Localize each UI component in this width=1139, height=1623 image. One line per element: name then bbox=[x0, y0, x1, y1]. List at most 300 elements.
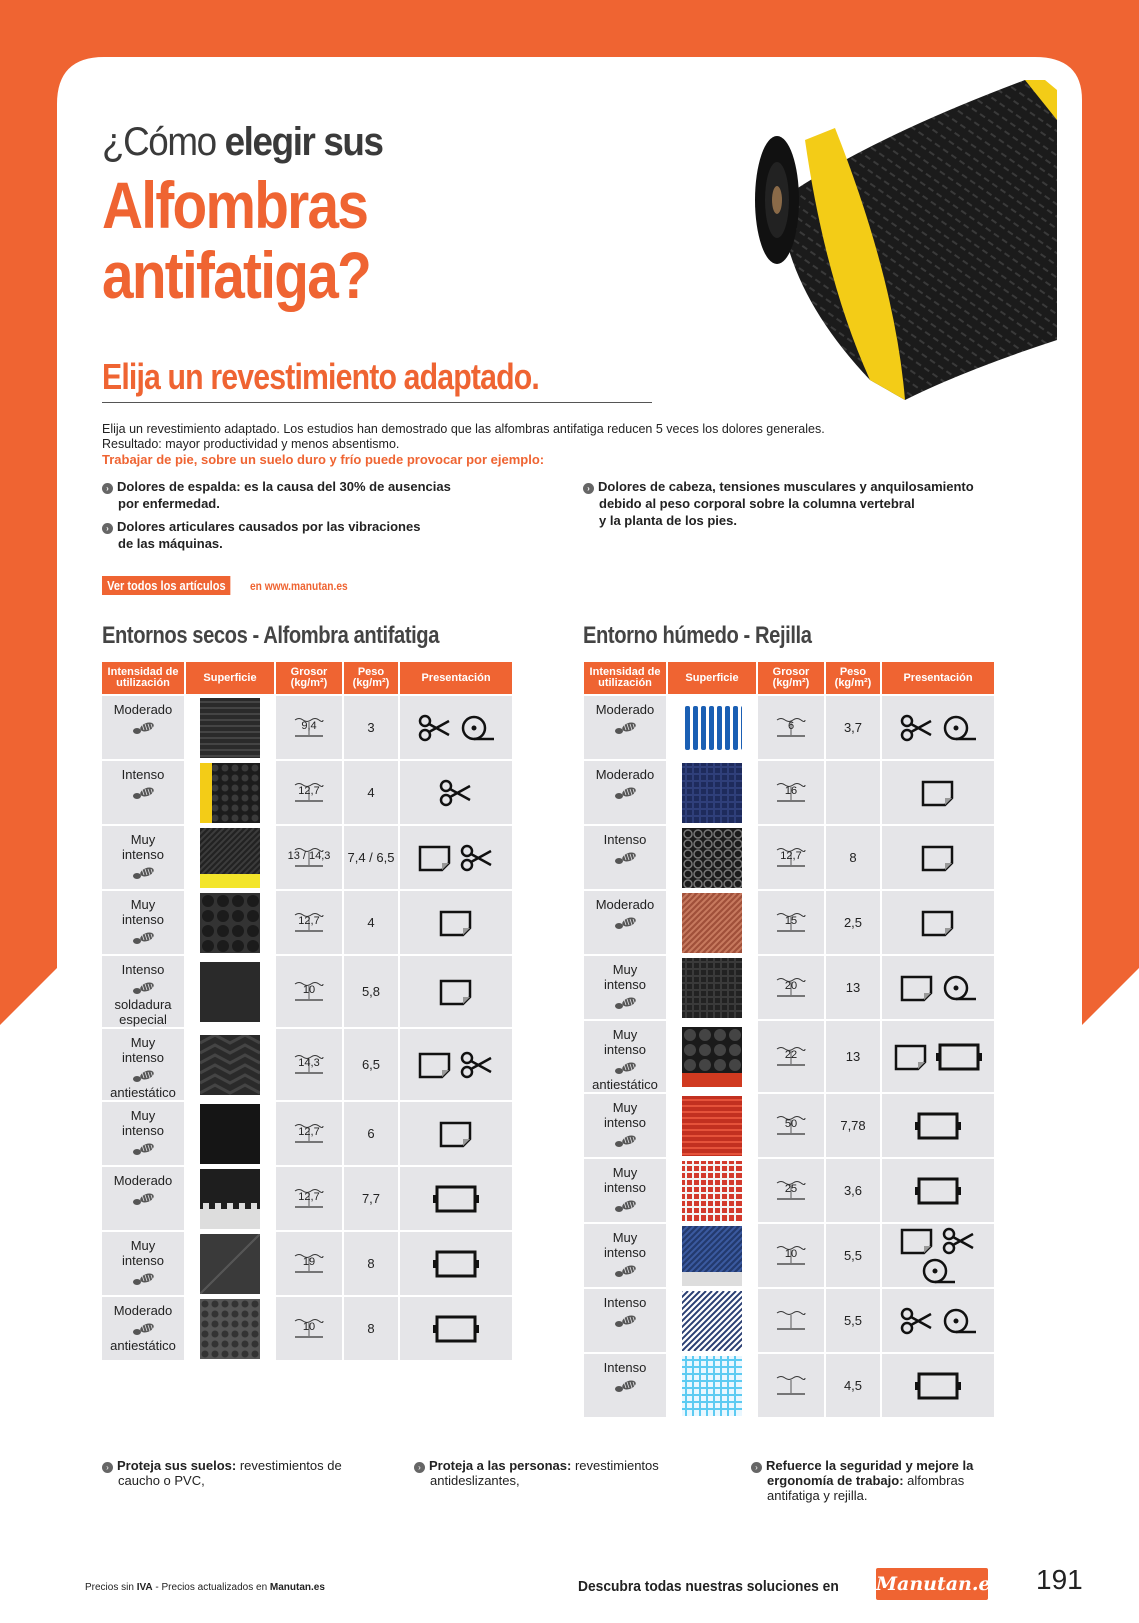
table-row bbox=[102, 696, 512, 759]
surface-swatch-navyslat bbox=[682, 1226, 742, 1286]
intensity-cell bbox=[584, 1021, 666, 1092]
surface-cell bbox=[668, 956, 756, 1019]
page-number: 191 bbox=[1036, 1564, 1083, 1595]
presentation-cell bbox=[882, 1021, 994, 1092]
col-surface: Superficie bbox=[186, 662, 274, 694]
weight-value: 7,78 bbox=[840, 1118, 866, 1133]
thickness-cell bbox=[276, 1167, 342, 1230]
subtitle-divider bbox=[102, 402, 652, 403]
thickness-value: 10 bbox=[302, 983, 316, 996]
tile-icon bbox=[432, 1314, 480, 1344]
thickness-cell bbox=[758, 1354, 824, 1417]
footprint-icon bbox=[130, 1142, 156, 1156]
weight-cell bbox=[826, 891, 880, 954]
sheet-icon bbox=[417, 843, 453, 873]
intro-text: Elija un revestimiento adaptado. Los estudios han demostrado que las alfombras antifatiga reducen 5 veces los dolores generales. Resultado: mayor productividad y menos absentismo. Trabajar de pie, sobre un suelo duro y frío puede provocar por ejemplo: bbox=[102, 422, 1042, 467]
surface-cell bbox=[186, 1232, 274, 1295]
intensity-label: Muy intenso bbox=[122, 832, 164, 862]
weight-cell bbox=[344, 1102, 398, 1165]
surface-cell bbox=[668, 761, 756, 824]
sheet-icon bbox=[438, 977, 474, 1007]
intensity-label: Muy intenso bbox=[604, 1100, 646, 1130]
weight-value: 4 bbox=[367, 915, 375, 930]
footprint-icon bbox=[130, 1192, 156, 1206]
thickness-cell bbox=[276, 1297, 342, 1360]
footprint-icon bbox=[612, 721, 638, 735]
sheet-icon bbox=[920, 908, 956, 938]
intensity-cell bbox=[584, 891, 666, 954]
thickness-cell bbox=[276, 696, 342, 759]
intensity-label: Muy intenso bbox=[122, 1108, 164, 1138]
intensity-cell bbox=[102, 1297, 184, 1360]
table-row bbox=[102, 1232, 512, 1295]
table-row bbox=[102, 891, 512, 954]
col-weight: Peso (kg/m²) bbox=[826, 662, 880, 694]
surface-swatch-holes bbox=[200, 893, 260, 953]
intensity-cell bbox=[102, 696, 184, 759]
intensity-label: Moderado bbox=[595, 702, 655, 717]
weight-cell bbox=[344, 761, 398, 824]
weight-value: 8 bbox=[849, 850, 857, 865]
thickness-value: 10 bbox=[302, 1320, 316, 1333]
surface-cell bbox=[668, 1021, 756, 1092]
sheet-icon bbox=[438, 908, 474, 938]
weight-value: 7,4 / 6,5 bbox=[347, 850, 395, 865]
thickness-value: 20 bbox=[784, 979, 798, 992]
presentation-cell bbox=[400, 1167, 512, 1230]
presentation-cell bbox=[882, 761, 994, 824]
scissors-icon bbox=[459, 1050, 495, 1080]
thickness-icon bbox=[774, 1310, 808, 1332]
surface-cell bbox=[668, 1354, 756, 1417]
presentation-cell bbox=[882, 1354, 994, 1417]
scissors-icon bbox=[459, 843, 495, 873]
intensity-label: Muy intenso bbox=[122, 1035, 164, 1065]
surface-swatch-rings bbox=[682, 828, 742, 888]
surface-swatch-brownslat bbox=[682, 893, 742, 953]
intensity-note: antiestático bbox=[110, 1085, 176, 1100]
thickness-cell bbox=[276, 956, 342, 1027]
weight-cell bbox=[344, 1232, 398, 1295]
surface-cell bbox=[186, 1029, 274, 1100]
footprint-icon bbox=[612, 1314, 638, 1328]
col-intensity: Intensidad de utilización bbox=[102, 662, 184, 694]
surface-cell bbox=[668, 891, 756, 954]
thickness-value: 12,7 bbox=[298, 1125, 320, 1138]
weight-cell bbox=[826, 1021, 880, 1092]
page-title-line1: ¿Cómo elegir sus bbox=[102, 120, 383, 164]
thickness-cell bbox=[276, 826, 342, 889]
thickness-cell bbox=[758, 956, 824, 1019]
intensity-label: Moderado bbox=[113, 1173, 173, 1188]
surface-cell bbox=[668, 826, 756, 889]
surface-cell bbox=[186, 826, 274, 889]
footer-point-floors: › Proteja sus suelos: revestimientos de caucho o PVC, bbox=[102, 1458, 342, 1488]
surface-swatch-chevron bbox=[200, 1035, 260, 1095]
website-link[interactable]: en www.manutan.es bbox=[250, 579, 348, 593]
table-header-row bbox=[102, 662, 512, 694]
table-row bbox=[584, 696, 994, 759]
intensity-cell bbox=[584, 1354, 666, 1417]
intensity-label: Muy intenso bbox=[604, 1027, 646, 1057]
sheet-icon bbox=[920, 778, 956, 808]
thickness-value: 19 bbox=[302, 1255, 316, 1268]
thickness-value: 22 bbox=[784, 1048, 798, 1061]
surface-swatch-darkmesh bbox=[682, 958, 742, 1018]
thickness-cell bbox=[758, 1094, 824, 1157]
weight-cell bbox=[344, 1297, 398, 1360]
thickness-cell bbox=[276, 761, 342, 824]
footprint-icon bbox=[612, 1134, 638, 1148]
arrow-icon: › bbox=[102, 523, 113, 534]
thickness-value: 12,7 bbox=[298, 914, 320, 927]
surface-cell bbox=[186, 761, 274, 824]
arrow-icon: › bbox=[583, 483, 594, 494]
intensity-cell bbox=[584, 826, 666, 889]
intensity-label: Moderado bbox=[113, 702, 173, 717]
presentation-cell bbox=[400, 1029, 512, 1100]
table-row bbox=[584, 1021, 994, 1092]
intensity-cell bbox=[102, 1167, 184, 1230]
presentation-cell bbox=[882, 956, 994, 1019]
thickness-value: 12,7 bbox=[780, 849, 802, 862]
weight-cell bbox=[344, 696, 398, 759]
sheet-icon bbox=[417, 1050, 453, 1080]
table-row bbox=[584, 1289, 994, 1352]
weight-cell bbox=[826, 1159, 880, 1222]
footprint-icon bbox=[130, 981, 156, 995]
presentation-cell bbox=[882, 1094, 994, 1157]
footprint-icon bbox=[612, 851, 638, 865]
bullet-headache: › Dolores de cabeza, tensiones musculares y anquilosamiento debido al peso corporal sobre la columna vertebral y la planta de los pies. bbox=[583, 478, 974, 529]
anti-fatigue-mat-roll-image bbox=[745, 80, 1057, 400]
intensity-label: Intenso bbox=[603, 832, 647, 847]
col-thickness: Grosor (kg/m²) bbox=[758, 662, 824, 694]
surface-swatch-navywave bbox=[682, 1291, 742, 1351]
intensity-label: Muy intenso bbox=[604, 962, 646, 992]
tile-icon bbox=[935, 1042, 983, 1072]
intensity-cell bbox=[102, 1232, 184, 1295]
table-row bbox=[584, 826, 994, 889]
intensity-label: Intenso bbox=[121, 962, 165, 977]
surface-swatch-diamond bbox=[200, 828, 260, 888]
arrow-icon: › bbox=[751, 1462, 762, 1473]
footprint-icon bbox=[130, 931, 156, 945]
weight-value: 5,8 bbox=[361, 984, 381, 999]
intensity-cell bbox=[102, 1102, 184, 1165]
intensity-label: Intenso bbox=[603, 1295, 647, 1310]
tile-icon bbox=[914, 1371, 962, 1401]
intensity-label: Moderado bbox=[595, 767, 655, 782]
intensity-cell bbox=[584, 1094, 666, 1157]
col-presentation: Presentación bbox=[882, 662, 994, 694]
presentation-cell bbox=[882, 1224, 994, 1287]
surface-swatch-grit bbox=[200, 1234, 260, 1294]
table-row bbox=[584, 1224, 994, 1287]
presentation-cell bbox=[400, 1297, 512, 1360]
section-subtitle: Elija un revestimiento adaptado. bbox=[102, 356, 539, 397]
sheet-icon bbox=[438, 1119, 474, 1149]
bullet-back-pain: › Dolores de espalda: es la causa del 30% de ausencias por enfermedad. bbox=[102, 478, 451, 512]
table-row bbox=[102, 826, 512, 889]
thickness-cell bbox=[758, 1224, 824, 1287]
weight-value: 13 bbox=[845, 1049, 861, 1064]
surface-swatch-lightblue bbox=[682, 1356, 742, 1416]
footprint-icon bbox=[130, 866, 156, 880]
table-row bbox=[102, 956, 512, 1027]
footprint-icon bbox=[612, 1199, 638, 1213]
presentation-cell bbox=[400, 826, 512, 889]
discover-text: Descubra todas nuestras soluciones en bbox=[578, 1578, 839, 1595]
wet-grates-table bbox=[582, 660, 996, 1419]
weight-cell bbox=[826, 826, 880, 889]
arrow-icon: › bbox=[102, 1462, 113, 1473]
intensity-cell bbox=[102, 891, 184, 954]
surface-cell bbox=[668, 1159, 756, 1222]
thickness-cell bbox=[758, 696, 824, 759]
thickness-cell bbox=[276, 1029, 342, 1100]
weight-cell bbox=[344, 1029, 398, 1100]
thickness-cell bbox=[758, 1021, 824, 1092]
surface-swatch-puzzle bbox=[200, 1169, 260, 1229]
roll-icon bbox=[920, 1256, 956, 1286]
sheet-icon bbox=[893, 1042, 929, 1072]
roll-icon bbox=[941, 973, 977, 1003]
footprint-icon bbox=[612, 916, 638, 930]
tile-icon bbox=[432, 1184, 480, 1214]
surface-swatch-ribbed bbox=[200, 698, 260, 758]
intensity-cell bbox=[584, 956, 666, 1019]
presentation-cell bbox=[400, 956, 512, 1027]
thickness-value: 25 bbox=[784, 1182, 798, 1195]
prices-note: Precios sin IVA - Precios actualizados en Manutan.es bbox=[85, 1582, 325, 1593]
weight-cell bbox=[826, 956, 880, 1019]
see-all-articles-link[interactable]: Ver todos los artículos bbox=[102, 576, 231, 595]
footer-point-people: › Proteja a las personas: revestimientos antideslizantes, bbox=[414, 1458, 659, 1488]
tile-icon bbox=[432, 1249, 480, 1279]
intensity-cell bbox=[584, 1289, 666, 1352]
thickness-value: 50 bbox=[784, 1117, 798, 1130]
surface-swatch-redslat bbox=[682, 1096, 742, 1156]
weight-cell bbox=[344, 891, 398, 954]
intensity-label: Muy intenso bbox=[122, 897, 164, 927]
table-row bbox=[584, 891, 994, 954]
weight-value: 4 bbox=[367, 785, 375, 800]
intensity-label: Muy intenso bbox=[122, 1238, 164, 1268]
surface-cell bbox=[186, 1167, 274, 1230]
scissors-icon bbox=[899, 1306, 935, 1336]
table-row bbox=[584, 1354, 994, 1417]
intensity-label: Muy intenso bbox=[604, 1165, 646, 1195]
weight-value: 2,5 bbox=[843, 915, 863, 930]
roll-icon bbox=[941, 713, 977, 743]
table-header-row bbox=[584, 662, 994, 694]
intensity-cell bbox=[584, 1224, 666, 1287]
surface-cell bbox=[668, 1289, 756, 1352]
surface-cell bbox=[668, 696, 756, 759]
intensity-note: antiestático bbox=[110, 1338, 176, 1353]
weight-cell bbox=[826, 1094, 880, 1157]
thickness-icon bbox=[774, 1375, 808, 1397]
surface-cell bbox=[668, 1224, 756, 1287]
scissors-icon bbox=[899, 713, 935, 743]
table-row bbox=[102, 1102, 512, 1165]
dry-mats-table bbox=[100, 660, 514, 1362]
thickness-value: 6 bbox=[787, 719, 795, 732]
surface-swatch-dotsgrey bbox=[200, 1299, 260, 1359]
weight-value: 5,5 bbox=[843, 1313, 863, 1328]
table-row bbox=[102, 761, 512, 824]
footprint-icon bbox=[612, 1061, 638, 1075]
thickness-value: 14,3 bbox=[298, 1056, 320, 1069]
surface-swatch-bluegrid bbox=[682, 698, 742, 758]
roll-icon bbox=[941, 1306, 977, 1336]
intensity-note: antiestático bbox=[592, 1077, 658, 1092]
footprint-icon bbox=[130, 786, 156, 800]
surface-cell bbox=[186, 891, 274, 954]
col-weight: Peso (kg/m²) bbox=[344, 662, 398, 694]
presentation-cell bbox=[400, 1102, 512, 1165]
weight-cell bbox=[344, 826, 398, 889]
footer-point-safety: › Refuerce la seguridad y mejore la ergonomía de trabajo: alfombras antifatiga y rejilla. bbox=[751, 1458, 973, 1503]
col-thickness: Grosor (kg/m²) bbox=[276, 662, 342, 694]
weight-cell bbox=[344, 956, 398, 1027]
thickness-cell bbox=[758, 1159, 824, 1222]
intensity-label: Intenso bbox=[121, 767, 165, 782]
tile-icon bbox=[914, 1111, 962, 1141]
footprint-icon bbox=[130, 1322, 156, 1336]
col-presentation: Presentación bbox=[400, 662, 512, 694]
presentation-cell bbox=[882, 1289, 994, 1352]
weight-value: 3,7 bbox=[843, 720, 863, 735]
sheet-icon bbox=[920, 843, 956, 873]
thickness-cell bbox=[276, 891, 342, 954]
tile-icon bbox=[914, 1176, 962, 1206]
intensity-label: Moderado bbox=[113, 1303, 173, 1318]
thickness-cell bbox=[758, 826, 824, 889]
thickness-value: 12,7 bbox=[298, 784, 320, 797]
intro-highlight: Trabajar de pie, sobre un suelo duro y frío puede provocar por ejemplo: bbox=[102, 452, 545, 467]
weight-cell bbox=[344, 1167, 398, 1230]
footprint-icon bbox=[612, 786, 638, 800]
intensity-note: soldadura especial bbox=[114, 997, 172, 1027]
weight-cell bbox=[826, 1354, 880, 1417]
presentation-cell bbox=[400, 696, 512, 759]
arrow-icon: › bbox=[102, 483, 113, 494]
col-intensity: Intensidad de utilización bbox=[584, 662, 666, 694]
dry-section-title: Entornos secos - Alfombra antifatiga bbox=[102, 622, 439, 649]
weight-cell bbox=[826, 1224, 880, 1287]
intensity-cell bbox=[584, 1159, 666, 1222]
intensity-label: Muy intenso bbox=[604, 1230, 646, 1260]
sheet-icon bbox=[899, 1226, 935, 1256]
weight-value: 4,5 bbox=[843, 1378, 863, 1393]
table-row bbox=[584, 1094, 994, 1157]
table-row bbox=[102, 1029, 512, 1100]
thickness-value: 13 / 14,3 bbox=[287, 849, 331, 862]
presentation-cell bbox=[400, 1232, 512, 1295]
footprint-icon bbox=[130, 1272, 156, 1286]
footprint-icon bbox=[130, 1069, 156, 1083]
bullet-joint-pain: › Dolores articulares causados por las vibraciones de las máquinas. bbox=[102, 518, 420, 552]
surface-cell bbox=[186, 1102, 274, 1165]
presentation-cell bbox=[882, 1159, 994, 1222]
surface-swatch-yellowdots bbox=[200, 763, 260, 823]
page-title-main: Alfombras antifatiga? bbox=[102, 168, 371, 312]
thickness-value: 12,7 bbox=[298, 1190, 320, 1203]
sheet-icon bbox=[899, 973, 935, 1003]
presentation-cell bbox=[882, 826, 994, 889]
presentation-cell bbox=[400, 891, 512, 954]
table-row bbox=[102, 1167, 512, 1230]
table-row bbox=[584, 761, 994, 824]
surface-cell bbox=[186, 1297, 274, 1360]
surface-swatch-blackholes bbox=[682, 1027, 742, 1087]
thickness-value: 15 bbox=[784, 914, 798, 927]
presentation-cell bbox=[400, 761, 512, 824]
roll-icon bbox=[459, 713, 495, 743]
weight-value: 5,5 bbox=[843, 1248, 863, 1263]
surface-cell bbox=[186, 956, 274, 1027]
weight-value: 7,7 bbox=[361, 1191, 381, 1206]
thickness-cell bbox=[758, 891, 824, 954]
footprint-icon bbox=[612, 996, 638, 1010]
weight-value: 3,6 bbox=[843, 1183, 863, 1198]
weight-cell bbox=[826, 761, 880, 824]
weight-value: 8 bbox=[367, 1321, 375, 1336]
weight-value: 6,5 bbox=[361, 1057, 381, 1072]
scissors-icon bbox=[417, 713, 453, 743]
surface-cell bbox=[668, 1094, 756, 1157]
intensity-cell bbox=[584, 761, 666, 824]
thickness-value: 10 bbox=[784, 1247, 798, 1260]
weight-value: 8 bbox=[367, 1256, 375, 1271]
col-surface: Superficie bbox=[668, 662, 756, 694]
surface-cell bbox=[186, 696, 274, 759]
scissors-icon bbox=[941, 1226, 977, 1256]
footprint-icon bbox=[130, 721, 156, 735]
thickness-value: 16 bbox=[784, 784, 798, 797]
thickness-cell bbox=[758, 1289, 824, 1352]
thickness-value: 9,4 bbox=[301, 719, 317, 732]
intensity-label: Intenso bbox=[603, 1360, 647, 1375]
thickness-cell bbox=[276, 1232, 342, 1295]
weight-value: 3 bbox=[367, 720, 375, 735]
surface-swatch-navy bbox=[682, 763, 742, 823]
table-row bbox=[584, 956, 994, 1019]
table-row bbox=[584, 1159, 994, 1222]
weight-cell bbox=[826, 1289, 880, 1352]
surface-swatch-smooth bbox=[200, 962, 260, 1022]
weight-value: 6 bbox=[367, 1126, 375, 1141]
presentation-cell bbox=[882, 891, 994, 954]
surface-swatch-redgrid bbox=[682, 1161, 742, 1221]
presentation-cell bbox=[882, 696, 994, 759]
thickness-cell bbox=[276, 1102, 342, 1165]
wet-section-title: Entorno húmedo - Rejilla bbox=[583, 622, 812, 649]
footprint-icon bbox=[612, 1264, 638, 1278]
weight-cell bbox=[826, 696, 880, 759]
weight-value: 13 bbox=[845, 980, 861, 995]
scissors-icon bbox=[438, 778, 474, 808]
intensity-cell bbox=[584, 696, 666, 759]
thickness-cell bbox=[758, 761, 824, 824]
intensity-cell bbox=[102, 956, 184, 1027]
footprint-icon bbox=[612, 1379, 638, 1393]
intensity-label: Moderado bbox=[595, 897, 655, 912]
arrow-icon: › bbox=[414, 1462, 425, 1473]
manutan-logo[interactable]: Manutan.es bbox=[876, 1568, 988, 1600]
